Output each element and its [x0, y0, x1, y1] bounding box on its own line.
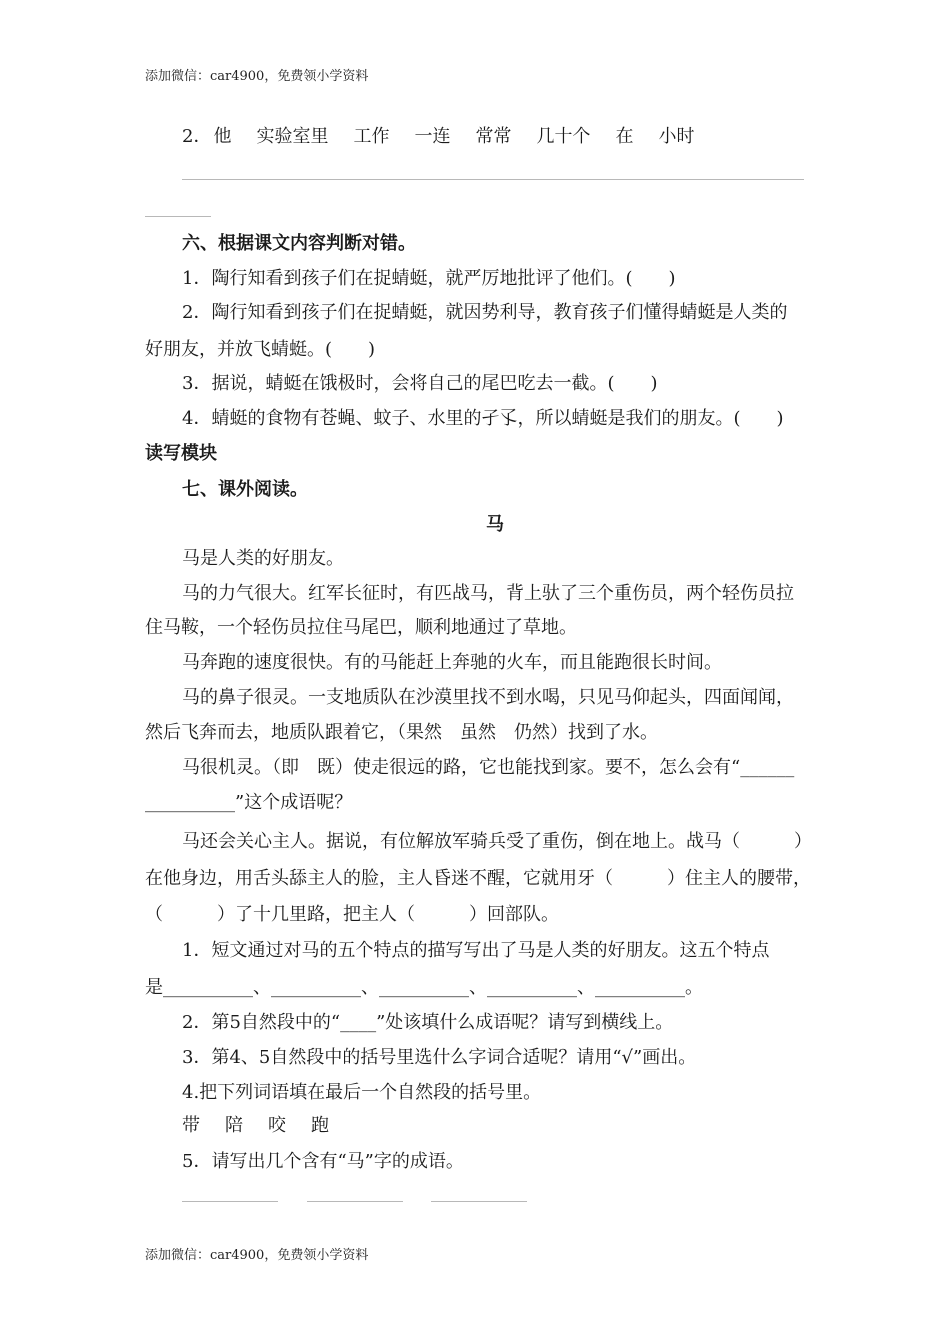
- word: 跑: [311, 1115, 329, 1136]
- answer-line[interactable]: [431, 1201, 527, 1202]
- passage-paragraph: 马奔跑的速度很快。有的马能赶上奔驰的火车，而且能跑很长时间。: [182, 652, 722, 673]
- module-title: 读写模块: [145, 443, 217, 464]
- passage-title: 马: [486, 514, 504, 535]
- passage-paragraph: 马的鼻子很灵。一支地质队在沙漠里找不到水喝，只见马仰起头，四面闻闻，: [182, 687, 794, 708]
- word: 他: [213, 126, 232, 147]
- question: 是__________、__________、__________、__________、__________。: [145, 977, 703, 998]
- word: 实验室里: [256, 126, 329, 147]
- passage-paragraph: （ ）了十几里路，把主人（ ）回部队。: [145, 904, 559, 925]
- answer-line[interactable]: [145, 216, 211, 217]
- item-number: 2．: [182, 126, 212, 147]
- passage-paragraph: __________”这个成语呢？: [145, 792, 353, 813]
- section-6-title: 六、根据课文内容判断对错。: [182, 233, 416, 254]
- answer-line[interactable]: [307, 1201, 403, 1202]
- answer-line[interactable]: [182, 179, 804, 180]
- page-footer: 添加微信：car4900，免费领小学资料: [145, 1248, 369, 1263]
- page-header: 添加微信：car4900，免费领小学资料: [145, 69, 369, 84]
- question-5-item-2: [182, 126, 719, 148]
- passage-paragraph: 然后飞奔而去，地质队跟着它，（果然 虽然 仍然）找到了水。: [145, 722, 658, 743]
- word-bank: [182, 1115, 354, 1137]
- word: 带: [182, 1115, 200, 1136]
- section-6-item: 1．陶行知看到孩子们在捉蜻蜓，就严厉地批评了他们。( ): [182, 268, 676, 289]
- passage-paragraph: 马还会关心主人。据说，有位解放军骑兵受了重伤，倒在地上。战马（ ）: [182, 831, 812, 852]
- passage-paragraph: 马很机灵。（即 既）使走很远的路，它也能找到家。要不，怎么会有“______: [182, 757, 795, 778]
- word: 几十个: [536, 126, 591, 147]
- passage-paragraph: 在他身边，用舌头舔主人的脸，主人昏迷不醒，它就用牙（ ）住主人的腰带，: [145, 868, 811, 889]
- section-7-title: 七、课外阅读。: [182, 479, 308, 500]
- word: 一连: [414, 126, 451, 147]
- word: 在: [615, 126, 634, 147]
- section-6-item: 3．据说，蜻蜓在饿极时，会将自己的尾巴吃去一截。( ): [182, 373, 658, 394]
- section-6-item: 好朋友，并放飞蜻蜓。( ): [145, 339, 376, 360]
- question: 2．第5自然段中的“____”处该填什么成语呢？请写到横线上。: [182, 1012, 674, 1033]
- word: 工作: [353, 126, 390, 147]
- passage-paragraph: 住马鞍，一个轻伤员拉住马尾巴，顺利地通过了草地。: [145, 617, 577, 638]
- passage-paragraph: 马的力气很大。红军长征时，有匹战马，背上驮了三个重伤员，两个轻伤员拉: [182, 583, 794, 604]
- answer-line[interactable]: [182, 1201, 278, 1202]
- word: 常常: [475, 126, 512, 147]
- word: 陪: [225, 1115, 243, 1136]
- section-6-item: 4．蜻蜓的食物有苍蝇、蚊子、水里的孑孓，所以蜻蜓是我们的朋友。( ): [182, 408, 784, 429]
- word: 小时: [658, 126, 695, 147]
- question: 5．请写出几个含有“马”字的成语。: [182, 1151, 464, 1172]
- passage-paragraph: 马是人类的好朋友。: [182, 548, 344, 569]
- word: 咬: [268, 1115, 286, 1136]
- question: 4.把下列词语填在最后一个自然段的括号里。: [182, 1082, 542, 1103]
- section-6-item: 2．陶行知看到孩子们在捉蜻蜓，就因势利导，教育孩子们懂得蜻蜓是人类的: [182, 302, 788, 323]
- question: 3．第4、5自然段中的括号里选什么字词合适呢？请用“√”画出。: [182, 1047, 697, 1068]
- question: 1．短文通过对马的五个特点的描写写出了马是人类的好朋友。这五个特点: [182, 940, 770, 961]
